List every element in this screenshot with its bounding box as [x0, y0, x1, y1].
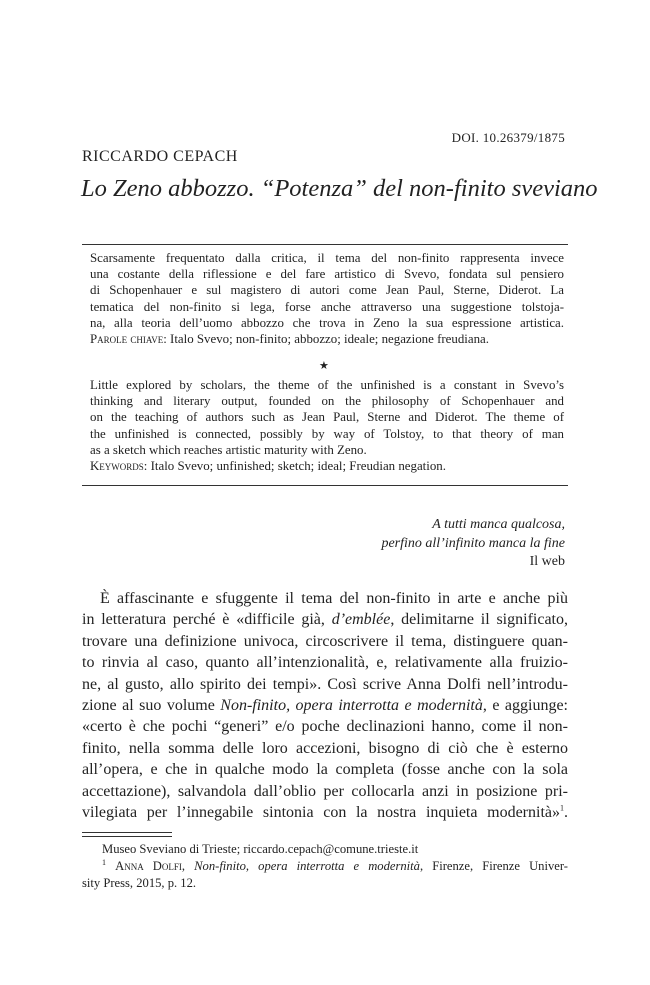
body-italic: d’emblée — [331, 611, 391, 629]
abstract-line: di Schopenhauer e sul magistero di autori come Jean Paul, Sterne, Diderot. La — [90, 283, 564, 298]
body-line: «certo è che pochi “generi” e/o poche declinazioni hanno, come il non- — [82, 718, 568, 736]
keywords-text: Italo Svevo; unfinished; sketch; ideal; Freudian negation. — [147, 459, 446, 474]
body-line: to rinvia al caso, quanto all’intenzionalità, e, relativamente alla fruizio- — [82, 654, 568, 672]
footnote-mark: 1 — [102, 857, 106, 867]
epigraph-line: A tutti manca qualcosa, — [432, 517, 565, 532]
abstract-line: una costante della riflessione e del fare artistico di Svevo, fondata sul pensiero — [90, 267, 564, 282]
abstract-top-rule — [82, 244, 568, 245]
article-title: Lo Zeno abbozzo. “Potenza” del non-finito sveviano — [81, 175, 598, 202]
footnote-1 — [82, 858, 568, 875]
doi-label: DOI. 10.26379/1875 — [451, 130, 565, 145]
abstract-line: as a sketch which reaches artistic maturity with Zeno. — [90, 442, 367, 457]
abstract-line: na, alla teoria dell’uomo abbozzo che trova in Zeno la sua espressione artistica. — [90, 315, 564, 330]
body-text: . — [564, 804, 568, 822]
body-line: È affascinante e sfuggente il tema del non-finito in arte e anche più — [100, 590, 568, 607]
epigraph — [381, 516, 565, 572]
abstract-line: the unfinished is connected, possibly by way of Tolstoy, to that theory of man — [90, 426, 564, 441]
abstract-line: Scarsamente frequentato dalla critica, il tema del non-finito rappresenta invece — [90, 251, 564, 265]
keywords-label: Parole chiave: — [90, 332, 167, 347]
body-line — [82, 802, 568, 823]
abstract-line: tematica del non-finito si lega, forse anche attraverso una suggestione tolstoja- — [90, 299, 564, 314]
abstract-english — [90, 377, 564, 474]
abstract-line: thinking and literary output, founded on the philosophy of Schopenhauer and — [90, 394, 564, 409]
footnote-1-cont: sity Press, 2015, p. 12. — [82, 876, 197, 890]
keywords-line — [90, 458, 564, 474]
footnote-title: Non-finito, opera interrotta e modernità — [194, 859, 420, 873]
abstract-line: Little explored by scholars, the theme of the unfinished is a constant in Svevo’s — [90, 378, 564, 392]
body-text: in letteratura perché è «difficile già, — [82, 611, 332, 629]
body-line: accettazione), salvandola dall’oblio per collocarla anzi in posizione pri- — [82, 782, 568, 800]
keywords-line — [90, 331, 564, 347]
abstract-italian — [90, 250, 564, 347]
body-line: ne, al gusto, allo spirito dei tempi». Così scrive Anna Dolfi nell’introdu- — [82, 675, 568, 693]
abstract-bottom-rule — [82, 485, 568, 486]
footnote-text: , — [181, 859, 195, 873]
footnote-author: Anna Dolfi — [115, 859, 182, 873]
body-line: finito, nella somma delle loro accezioni, bisogno di ciò che è esterno — [82, 739, 568, 757]
keywords-label: Keywords: — [90, 459, 148, 474]
abstract-line: on the teaching of authors such as Jean Paul, Sterne and Diderot. The theme of — [90, 410, 564, 425]
footnote-rule — [82, 836, 172, 837]
body-line — [82, 609, 568, 630]
body-line: all’opera, e che in qualche modo la completa (fosse anche con la sola — [82, 761, 568, 779]
affiliation-note: Museo Sveviano di Trieste; riccardo.cepach@comune.trieste.it — [102, 842, 419, 856]
footnote-text: , Firenze, Firenze Univer- — [419, 859, 568, 873]
body-italic: Non-finito, opera interrotta e modernità — [220, 697, 483, 715]
body-text: , e aggiunge: — [482, 697, 568, 715]
epigraph-line: perfino all’infinito manca la fine — [381, 535, 565, 551]
body-line: trovare una definizione univoca, circoscrivere il tema, distinguere quan- — [82, 632, 568, 650]
star-separator-icon: ★ — [319, 360, 329, 372]
body-text: zione al suo volume — [82, 697, 221, 715]
footnotes — [82, 841, 568, 892]
footnote-ref[interactable]: 1 — [560, 803, 564, 813]
body-text: , delimitarne il significato, — [390, 611, 568, 629]
footnote-rule — [82, 832, 172, 833]
keywords-text: Italo Svevo; non-finito; abbozzo; ideale; negazione freudiana. — [166, 332, 489, 347]
body-line — [82, 695, 568, 716]
author-name: RICCARDO CEPACH — [82, 148, 238, 165]
epigraph-source: Il web — [529, 554, 565, 569]
body-paragraph — [82, 588, 568, 823]
body-text: vilegiata per l’innegabile sintonia con la nostra inquieta modernità» — [82, 804, 560, 822]
